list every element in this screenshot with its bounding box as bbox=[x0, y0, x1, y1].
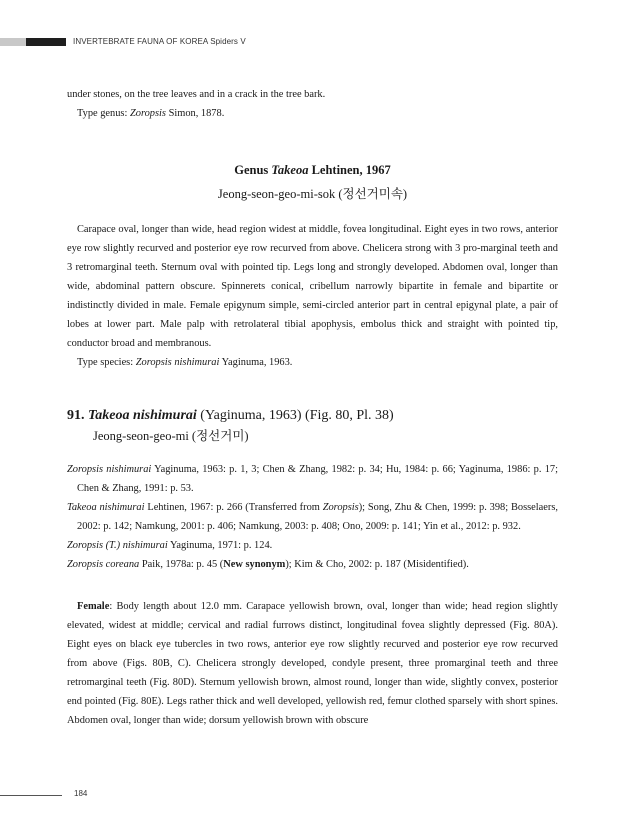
genus-title bbox=[67, 163, 558, 178]
type-genus-label: Type genus: bbox=[77, 108, 128, 119]
species-number: 91. bbox=[67, 408, 85, 423]
genus-author: Lehtinen, 1967 bbox=[311, 163, 391, 177]
running-header: INVERTEBRATE FAUNA OF KOREA Spiders V bbox=[73, 37, 246, 46]
type-species-author: Yaginuma, 1963. bbox=[221, 357, 293, 368]
synonym-citation-cont: ); Kim & Cho, 2002: p. 187 (Misidentified). bbox=[285, 559, 469, 570]
synonym-citation-cont: ); Song, Zhu & Chen, 1999: p. 398; Bosselaers, 2002: p. 142; Namkung, 2001: p. 406; Namkung, 2003: p. 408; Ono, 2009: p. 141; Yin et al., 2012: p. 932. bbox=[77, 502, 558, 532]
footer-rule bbox=[0, 795, 62, 796]
synonymy-entry bbox=[67, 555, 558, 574]
species-title bbox=[67, 408, 558, 424]
genus-description-section bbox=[67, 220, 558, 372]
type-species-label: Type species: bbox=[77, 357, 134, 368]
species-korean-name: Jeong-seon-geo-mi (정선거미) bbox=[93, 429, 249, 443]
type-species-line bbox=[67, 353, 558, 372]
synonym-name: Zoropsis nishimurai bbox=[67, 464, 152, 475]
genus-prefix: Genus bbox=[234, 163, 269, 177]
type-genus-author: Simon, 1878. bbox=[168, 108, 225, 119]
synonymy-entry bbox=[67, 498, 558, 536]
synonym-citation: Paik, 1978a: p. 45 ( bbox=[139, 559, 224, 570]
synonym-name: Zoropsis (T.) nishimurai bbox=[67, 540, 168, 551]
new-synonym-label: New synonym bbox=[223, 559, 286, 570]
synonym-citation: Yaginuma, 1971: p. 124. bbox=[167, 540, 273, 551]
synonymy-list bbox=[67, 460, 558, 574]
type-genus-line bbox=[67, 104, 558, 123]
header-bar-dark bbox=[26, 38, 66, 46]
synonym-name: Takeoa nishimurai bbox=[67, 502, 145, 513]
species-heading bbox=[67, 408, 558, 444]
page-number: 184 bbox=[74, 789, 88, 798]
female-description bbox=[67, 597, 558, 730]
synonym-name: Zoropsis coreana bbox=[67, 559, 140, 570]
synonym-citation: Lehtinen, 1967: p. 266 (Transferred from bbox=[144, 502, 323, 513]
genus-description: Carapace oval, longer than wide, head region widest at middle, fovea longitudinal. Eight eyes in two rows, anterior eye row slightly recurved and posterior eye row recurved from above. Chelicera strong with 3 pro-marginal teeth and 3 retromarginal teeth. Sternum oval with pointed tip. Legs long and strongly developed. Abdomen oval, longer than wide, abdominal pattern obscure. Spinnerets conical, cribellum narrowly bipartite in female and bipartite or indistinctly divided in male. Female epigynum simple, semi-circled anterior part in central epigynal plate, a pair of lobes at lower part. Male palp with retrolateral tibial apophysis, embolus thick and straight with pointed tip, conductor broad and membranous. bbox=[67, 224, 558, 349]
genus-korean-name: Jeong-seon-geo-mi-sok (정선거미속) bbox=[217, 187, 408, 201]
header-bar-light bbox=[0, 38, 26, 46]
female-label: Female bbox=[77, 601, 110, 612]
synonym-citation: Yaginuma, 1963: p. 1, 3; Chen & Zhang, 1982: p. 34; Hu, 1984: p. 66; Yaginuma, 1986: p. 17; Chen & Zhang, 1991: p. 53. bbox=[77, 464, 558, 494]
female-description-section bbox=[67, 597, 558, 730]
species-author: (Yaginuma, 1963) (Fig. 80, Pl. 38) bbox=[200, 408, 394, 423]
genus-heading bbox=[67, 163, 558, 202]
type-genus-name: Zoropsis bbox=[129, 108, 166, 119]
type-species-name: Zoropsis nishimurai bbox=[135, 357, 220, 368]
intro-section bbox=[67, 85, 558, 123]
synonymy-entry bbox=[67, 460, 558, 498]
synonym-genus-italic: Zoropsis bbox=[322, 502, 359, 513]
intro-text: under stones, on the tree leaves and in a crack in the tree bark. bbox=[67, 89, 326, 100]
genus-name: Takeoa bbox=[271, 163, 309, 177]
synonymy-entry bbox=[67, 536, 558, 555]
species-name: Takeoa nishimurai bbox=[88, 408, 197, 423]
female-text: : Body length about 12.0 mm. Carapace yellowish brown, oval, longer than wide; head region slightly elevated, widest at middle; cervical and radial furrows distinct, longitudinal fovea slightly depressed (Fig. 80A). Eight eyes on black eye tubercles in two rows, anterior eye row slightly recurved and posterior eye row recurved from above (Figs. 80B, C). Chelicera strongly developed, condyle present, three promarginal teeth and three retromarginal teeth (Fig. 80D). Sternum yellowish brown, almost round, longer than wide, slightly convex, posterior end pointed (Fig. 80E). Legs rather thick and well developed, yellowish red, femur clothed sparsely with short spines. Abdomen oval, longer than wide; dorsum yellowish brown with obscure bbox=[67, 601, 558, 726]
